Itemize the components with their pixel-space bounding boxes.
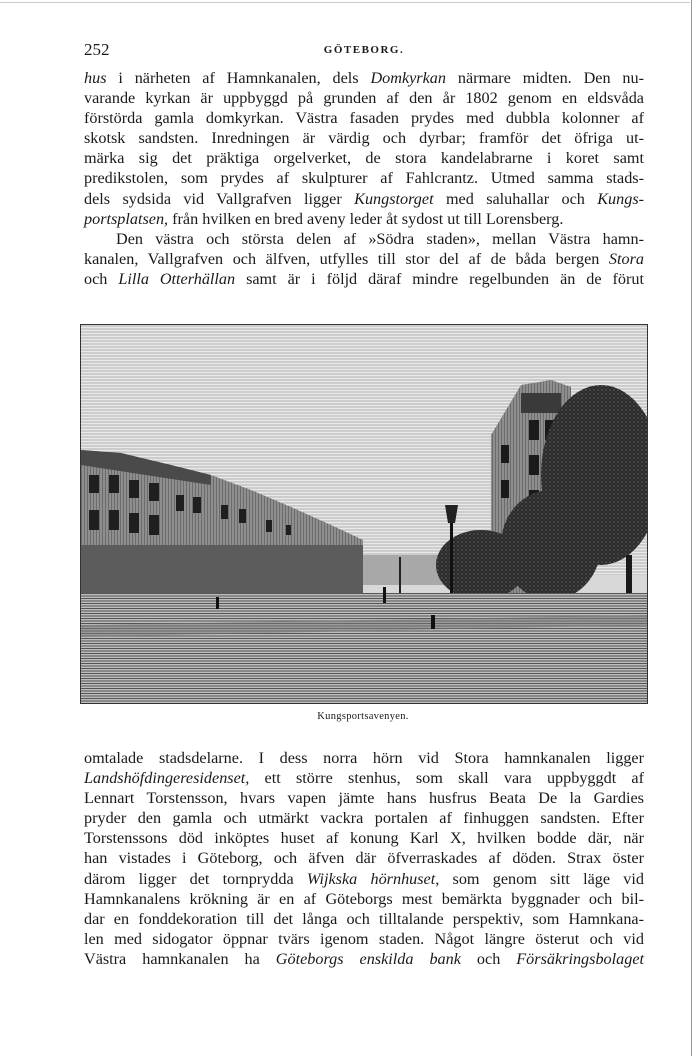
text-run: och <box>460 949 517 968</box>
page-number: 252 <box>84 40 110 59</box>
top-text-block <box>84 68 644 289</box>
text-run: som genom sitt läge vid <box>439 869 644 888</box>
text-run: Västra hamnkanalen ha <box>84 949 276 968</box>
page-header <box>84 40 644 62</box>
text-run: dels sydsida vid Vallgrafven ligger <box>84 189 355 208</box>
text-run: kanalen, Vallgrafven och älfven, utfylles till stor del af de båda bergen <box>84 249 609 268</box>
text-run: samt är i följd däraf mindre regelbunden än de förut <box>235 269 644 288</box>
text-line: Hamnkanalens krökning är en af Göteborgs mest bemärkta byggnader och bil- <box>84 889 644 908</box>
text-run: närmare midten. Den nu- <box>445 69 644 87</box>
bottom-text-block <box>84 748 644 969</box>
italic-term: Kungs- <box>597 189 645 208</box>
street-engraving <box>81 325 647 703</box>
text-line: Torstenssons död inköptes huset af konung Karl X, hvilken bodde där, när <box>84 829 644 848</box>
text-line: han vistades i Göteborg, och äfven där öfverraskades af döden. Strax öster <box>84 849 644 868</box>
text-line: Lennart Torstensson, hvars vapen jämte hans husfrus Beata De la Gardies <box>84 789 644 808</box>
italic-term: Wijkska hörnhuset, <box>306 869 440 888</box>
italic-term: Domkyrkan <box>370 69 446 87</box>
text-line <box>84 189 644 209</box>
text-line: Den västra och största delen af »Södra staden», mellan Västra hamn- <box>116 229 644 248</box>
text-line: len med sidogator öppnar tvärs igenom staden. Något längre österut och vid <box>84 929 644 948</box>
italic-term: Göteborgs enskilda bank <box>275 949 461 968</box>
text-line <box>84 249 644 269</box>
italic-term: Försäkringsbolaget <box>516 949 644 968</box>
text-line: dar en fonddekoration till det långa och tilltalande perspektiv, som Hamnkana- <box>84 909 644 928</box>
text-line: omtalade stadsdelarne. I dess norra hörn vid Stora hamnkanalen ligger <box>84 749 644 767</box>
italic-term: Kungstorget <box>354 189 434 208</box>
italic-term: Stora <box>608 249 644 268</box>
text-run: från hvilken en bred aveny leder åt sydost ut till Lorensberg. <box>168 209 564 228</box>
text-line: predikstolen, som prydes af skulpturer af Fahlcrantz. Utmed samma stads- <box>84 169 644 188</box>
text-run: i närheten af Hamnkanalen, dels <box>106 69 371 87</box>
italic-term: hus <box>84 69 107 87</box>
text-line: förstörda gamla domkyrkan. Västra fasaden prydes med dubbla kolonner af <box>84 109 644 128</box>
text-run: med saluhallar och <box>433 189 598 208</box>
text-line <box>84 209 644 229</box>
page-edge-right <box>691 0 692 1056</box>
text-run: ett större stenhus, som skall vara uppbyggdt af <box>249 769 644 788</box>
text-line: märka sig det präktiga orgelverket, de stora kandelabrarne i koret samt <box>84 149 644 168</box>
page-edge-top <box>0 2 690 3</box>
italic-term: Lilla Otterhällan <box>118 269 236 288</box>
engraving-figure <box>80 324 648 704</box>
text-line <box>84 269 644 289</box>
text-line: pryder den gamla och utmärkt vackra portalen af finhuggen sandsten. Efter <box>84 809 644 828</box>
text-line <box>84 68 644 88</box>
street-ground <box>81 593 647 703</box>
text-run: därom ligger det tornprydda <box>84 869 307 888</box>
text-line: varande kyrkan är uppbyggd på grunden af den år 1802 genom en eldsvåda <box>84 89 644 108</box>
running-head: GÖTEBORG. <box>323 44 405 56</box>
text-line <box>84 869 644 889</box>
text-line: skotsk sandsten. Inredningen är värdig och dyrbar; framför det öfriga ut- <box>84 129 644 148</box>
text-run: och <box>84 269 119 288</box>
text-line <box>84 768 644 788</box>
text-line <box>84 949 644 969</box>
figure-caption: Kungsportsavenyen. <box>317 711 409 722</box>
italic-term: Landshöfdingeresidenset, <box>84 769 250 788</box>
italic-term: portsplatsen, <box>84 209 169 228</box>
